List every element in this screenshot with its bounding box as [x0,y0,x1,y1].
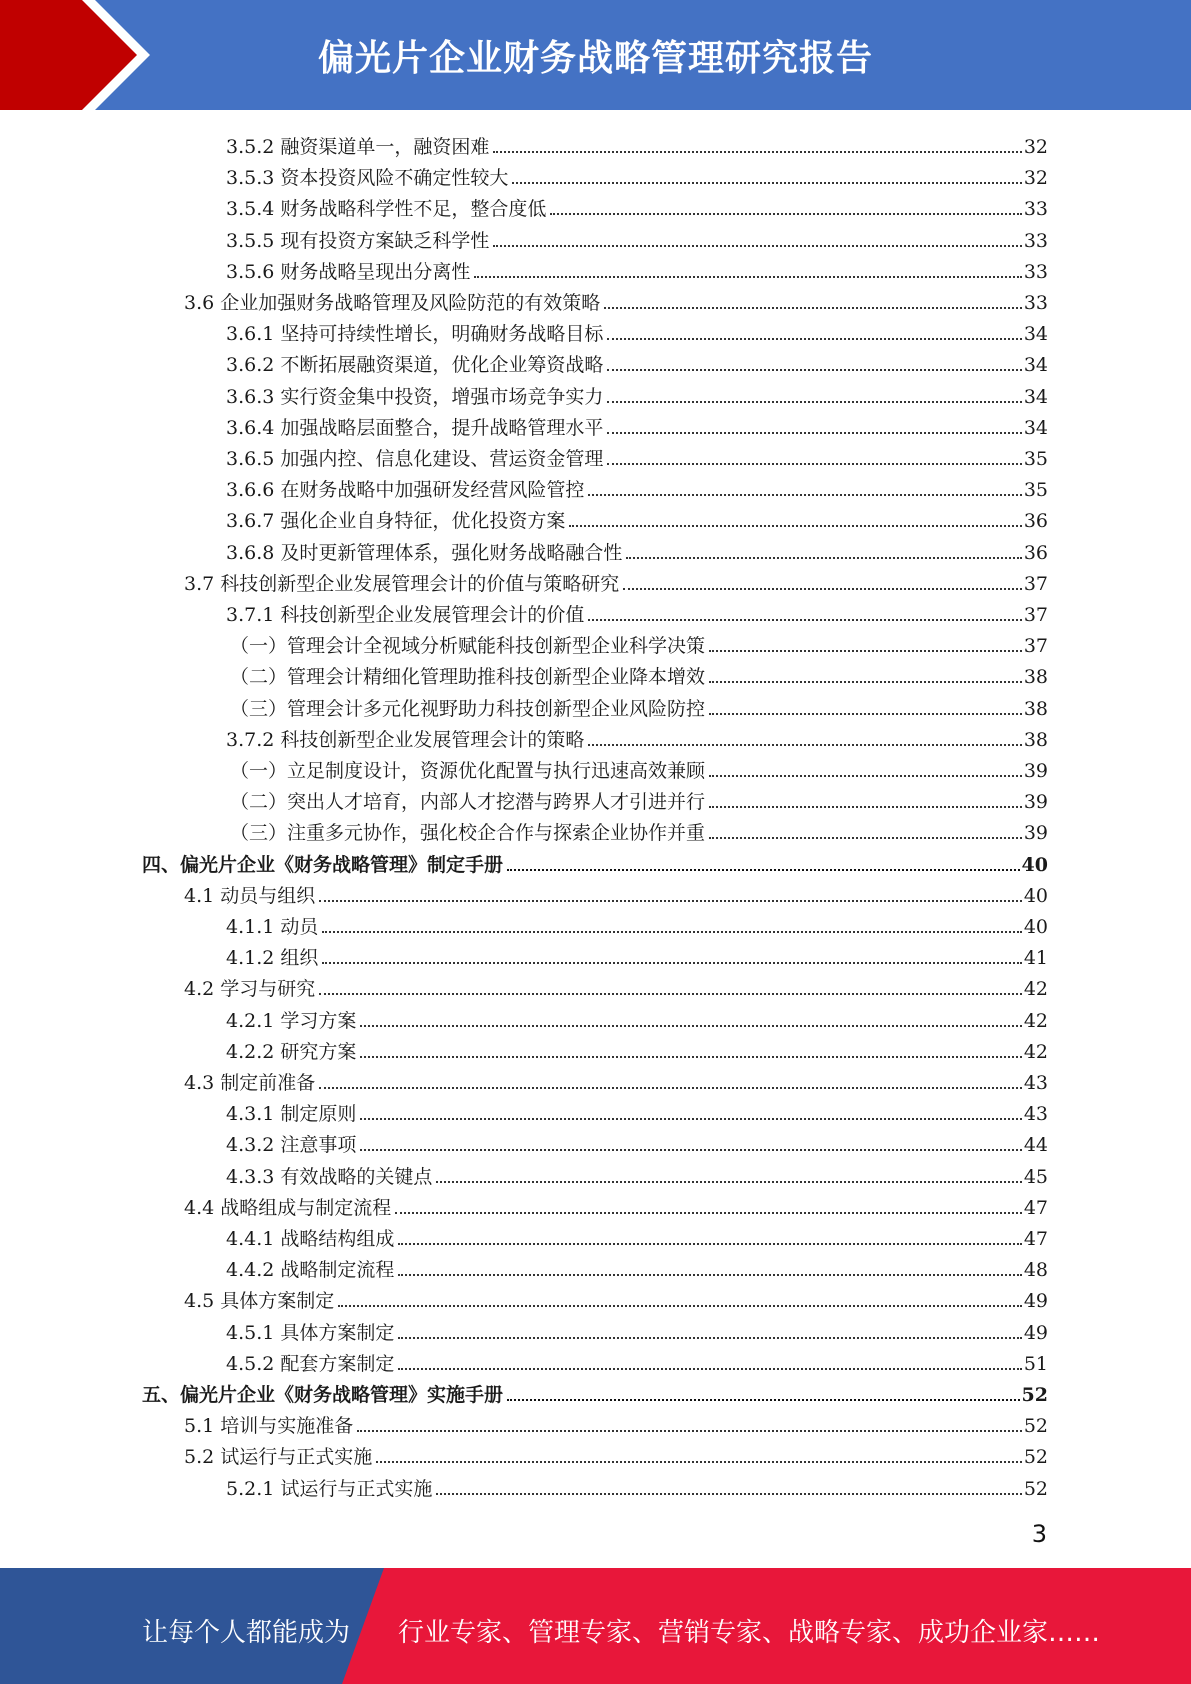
toc-entry-page: 38 [1023,666,1048,689]
toc-dot-leader [398,1368,1021,1370]
toc-entry[interactable] [226,378,1048,409]
toc-entry-label: 3.6.3 实行资金集中投资，增强市场竞争实力 [226,385,604,408]
toc-dot-leader [512,182,1021,184]
toc-entry-label: 5.2.1 试运行与正式实施 [226,1477,433,1500]
toc-entry[interactable] [226,471,1048,502]
toc-dot-leader [550,213,1021,215]
toc-dot-leader [569,525,1021,527]
toc-entry[interactable] [184,1438,1048,1469]
toc-entry[interactable] [226,908,1048,939]
toc-entry[interactable] [230,690,1048,721]
toc-entry-label: 4.2.2 研究方案 [226,1040,357,1063]
toc-entry-label: 4.2.1 学习方案 [226,1009,357,1032]
toc-entry-label: 5.1 培训与实施准备 [184,1415,354,1438]
toc-dot-leader [607,432,1021,434]
toc-entry-label: 3.6.4 加强战略层面整合，提升战略管理水平 [226,416,604,439]
toc-entry[interactable] [184,1407,1048,1438]
document-title: 偏光片企业财务战略管理研究报告 [317,38,873,79]
toc-entry-page: 33 [1023,198,1048,221]
toc-dot-leader [319,1087,1022,1089]
toc-entry-label: 4.1.1 动员 [226,916,319,938]
toc-entry[interactable] [226,440,1048,471]
toc-dot-leader [588,619,1021,621]
toc-entry-label: （二）突出人才培育，内部人才挖潜与跨界人才引进并行 [230,791,706,814]
toc-entry[interactable] [230,814,1048,845]
toc-entry-page: 51 [1023,1352,1048,1375]
toc-entry-page: 49 [1023,1290,1048,1313]
toc-entry-page: 32 [1023,136,1048,158]
footer-slogan-left: 让每个人都能成为 [142,1618,351,1648]
toc-entry[interactable] [230,658,1048,689]
toc-dot-leader [474,276,1021,278]
toc-entry-label: 4.1 动员与组织 [184,884,316,907]
toc-dot-leader [319,993,1022,995]
toc-dot-leader [398,1337,1021,1339]
toc-entry-page: 39 [1023,760,1048,782]
toc-entry-label: 4.5.2 配套方案制定 [226,1352,395,1375]
toc-entry-page: 40 [1023,884,1048,907]
toc-entry[interactable] [230,783,1048,814]
toc-dot-leader [398,1274,1021,1276]
toc-entry[interactable] [230,627,1048,658]
toc-entry-label: 4.5 具体方案制定 [184,1290,335,1313]
toc-entry-page: 35 [1023,448,1048,470]
toc-entry[interactable] [226,1251,1048,1282]
toc-dot-leader [398,1243,1021,1245]
toc-dot-leader [360,1025,1021,1027]
toc-entry-label: （二）管理会计精细化管理助推科技创新型企业降本增效 [230,666,706,689]
toc-entry-page: 39 [1023,822,1048,845]
toc-entry[interactable] [142,846,1048,877]
toc-entry-page: 37 [1023,572,1048,595]
toc-entry-label: 3.6.7 强化企业自身特征，优化投资方案 [226,510,566,533]
toc-entry-page: 47 [1023,1228,1048,1250]
toc-entry-page: 35 [1023,479,1048,502]
toc-entry-label: 3.5.3 资本投资风险不确定性较大 [226,167,509,190]
toc-entry-page: 41 [1023,947,1048,970]
toc-entry-page: 38 [1023,697,1048,720]
toc-entry-page: 47 [1023,1196,1048,1219]
toc-entry-label: 4.1.2 组织 [226,947,319,970]
page-number: 3 [1031,1520,1047,1548]
toc-dot-leader [376,1461,1022,1463]
toc-dot-leader [588,744,1021,746]
toc-dot-leader [709,650,1022,652]
toc-entry-page: 34 [1023,385,1048,408]
toc-dot-leader [436,1493,1021,1495]
toc-entry[interactable] [226,534,1048,565]
toc-entry[interactable] [226,502,1048,533]
toc-dot-leader [709,681,1022,683]
page-header [0,0,1191,110]
toc-entry-label: 3.5.6 财务战略呈现出分离性 [226,260,471,283]
toc-entry[interactable] [184,970,1048,1001]
toc-entry-page: 33 [1023,292,1048,314]
toc-entry-page: 33 [1023,229,1048,252]
toc-entry-label: 4.3.2 注意事项 [226,1134,357,1157]
toc-entry-page: 34 [1023,323,1048,346]
toc-entry-page: 38 [1023,728,1048,751]
toc-entry-label: 4.2 学习与研究 [184,978,316,1001]
toc-entry-page: 42 [1023,1040,1048,1063]
toc-entry-label: 4.3 制定前准备 [184,1072,316,1094]
toc-entry[interactable] [226,128,1048,159]
toc-entry[interactable] [226,721,1048,752]
toc-entry[interactable] [226,1002,1048,1033]
toc-entry-label: （三）注重多元协作，强化校企合作与探索企业协作并重 [230,822,706,845]
toc-dot-leader [360,1149,1021,1151]
toc-dot-leader [709,806,1022,808]
toc-entry-page: 39 [1023,791,1048,814]
toc-entry-label: 4.3.3 有效战略的关键点 [226,1165,433,1188]
toc-entry[interactable] [142,1376,1048,1407]
page-footer [0,1568,1191,1684]
toc-entry[interactable] [226,1033,1048,1064]
toc-dot-leader [507,869,1020,871]
toc-entry-label: 4.4.1 战略结构组成 [226,1228,395,1250]
toc-entry[interactable] [226,190,1048,221]
toc-entry-page: 52 [1023,1477,1048,1500]
toc-entry-label: 3.7 科技创新型企业发展管理会计的价值与策略研究 [184,572,620,595]
toc-entry-page: 40 [1021,853,1048,876]
toc-entry[interactable] [184,565,1048,596]
toc-dot-leader [395,1212,1022,1214]
toc-entry-page: 33 [1023,260,1048,283]
toc-entry-label: 4.4 战略组成与制定流程 [184,1196,392,1219]
footer-slogan-right: 行业专家、管理专家、营销专家、战略专家、成功企业家…… [398,1618,1101,1648]
toc-entry-page: 42 [1023,1009,1048,1032]
toc-dot-leader [319,900,1022,902]
toc-dot-leader [709,775,1022,777]
toc-dot-leader [709,837,1022,839]
toc-entry[interactable] [184,284,1048,315]
toc-dot-leader [507,1399,1020,1401]
toc-entry[interactable] [184,1064,1048,1095]
toc-entry[interactable] [226,1126,1048,1157]
toc-entry-page: 45 [1023,1165,1048,1188]
toc-entry-page: 37 [1023,604,1048,626]
toc-entry[interactable] [226,1220,1048,1251]
toc-entry-page: 40 [1023,916,1048,938]
toc-dot-leader [338,1305,1022,1307]
toc-entry[interactable] [226,409,1048,440]
toc-entry[interactable] [226,346,1048,377]
toc-entry[interactable] [226,1158,1048,1189]
toc-entry[interactable] [226,1470,1048,1501]
toc-entry-label: 3.6.1 坚持可持续性增长，明确财务战略目标 [226,323,604,346]
toc-entry[interactable] [226,939,1048,970]
toc-entry-label: 3.5.5 现有投资方案缺乏科学性 [226,229,490,252]
toc-dot-leader [322,962,1021,964]
toc-entry[interactable] [184,1189,1048,1220]
toc-dot-leader [493,245,1021,247]
toc-entry[interactable] [226,1314,1048,1345]
toc-entry-label: 3.6.6 在财务战略中加强研发经营风险管控 [226,479,585,502]
toc-entry-page: 42 [1023,978,1048,1001]
toc-entry-page: 52 [1023,1415,1048,1438]
toc-dot-leader [626,557,1021,559]
toc-dot-leader [360,1118,1021,1120]
toc-entry-label: （三）管理会计多元化视野助力科技创新型企业风险防控 [230,697,706,720]
toc-entry[interactable] [226,222,1048,253]
toc-entry-page: 36 [1023,541,1048,564]
toc-dot-leader [604,307,1022,309]
toc-entry-label: 4.3.1 制定原则 [226,1103,357,1126]
toc-entry[interactable] [226,1345,1048,1376]
toc-entry-page: 37 [1023,635,1048,658]
toc-entry-label: 3.6.2 不断拓展融资渠道，优化企业筹资战略 [226,354,604,377]
toc-entry-label: 3.7.1 科技创新型企业发展管理会计的价值 [226,604,585,626]
toc-entry-page: 52 [1021,1384,1048,1406]
toc-entry[interactable] [184,1282,1048,1313]
toc-entry-page: 43 [1023,1072,1048,1094]
toc-dot-leader [607,338,1021,340]
toc-entry-label: 3.5.2 融资渠道单一，融资困难 [226,136,490,158]
toc-entry-label: 四、偏光片企业《财务战略管理》制定手册 [142,853,504,876]
toc-entry-page: 36 [1023,510,1048,533]
toc-entry-label: 3.6.8 及时更新管理体系，强化财务战略融合性 [226,541,623,564]
toc-entry-page: 52 [1023,1446,1048,1469]
toc-entry-label: 五、偏光片企业《财务战略管理》实施手册 [142,1384,504,1406]
toc-entry-page: 48 [1023,1259,1048,1282]
toc-dot-leader [322,931,1021,933]
toc-entry-label: 5.2 试运行与正式实施 [184,1446,373,1469]
toc-entry-page: 49 [1023,1321,1048,1344]
toc-entry-label: （一）管理会计全视域分析赋能科技创新型企业科学决策 [230,635,706,658]
toc-dot-leader [360,1056,1021,1058]
toc-entry-page: 34 [1023,354,1048,377]
toc-entry[interactable] [226,1095,1048,1126]
toc-entry-label: （一）立足制度设计，资源优化配置与执行迅速高效兼顾 [230,760,706,782]
toc-entry[interactable] [226,253,1048,284]
toc-entry-label: 3.5.4 财务战略科学性不足，整合度低 [226,198,547,221]
toc-entry[interactable] [230,752,1048,783]
toc-entry-page: 32 [1023,167,1048,190]
toc-entry[interactable] [184,877,1048,908]
toc-entry-page: 44 [1023,1134,1048,1157]
toc-entry-label: 3.7.2 科技创新型企业发展管理会计的策略 [226,728,585,751]
toc-entry-label: 3.6 企业加强财务战略管理及风险防范的有效策略 [184,292,601,314]
toc-dot-leader [588,494,1021,496]
toc-dot-leader [436,1181,1021,1183]
toc-entry-label: 4.5.1 具体方案制定 [226,1321,395,1344]
toc-entry[interactable] [226,596,1048,627]
toc-dot-leader [607,401,1021,403]
toc-dot-leader [607,369,1021,371]
toc-entry-label: 3.6.5 加强内控、信息化建设、营运资金管理 [226,448,604,470]
toc-entry[interactable] [226,159,1048,190]
toc-dot-leader [607,463,1021,465]
toc-dot-leader [623,588,1022,590]
toc-entry-page: 43 [1023,1103,1048,1126]
toc-entry[interactable] [226,315,1048,346]
toc-entry-page: 34 [1023,416,1048,439]
toc-dot-leader [493,151,1021,153]
toc-entry-label: 4.4.2 战略制定流程 [226,1259,395,1282]
toc-dot-leader [709,713,1022,715]
toc-dot-leader [357,1430,1022,1432]
